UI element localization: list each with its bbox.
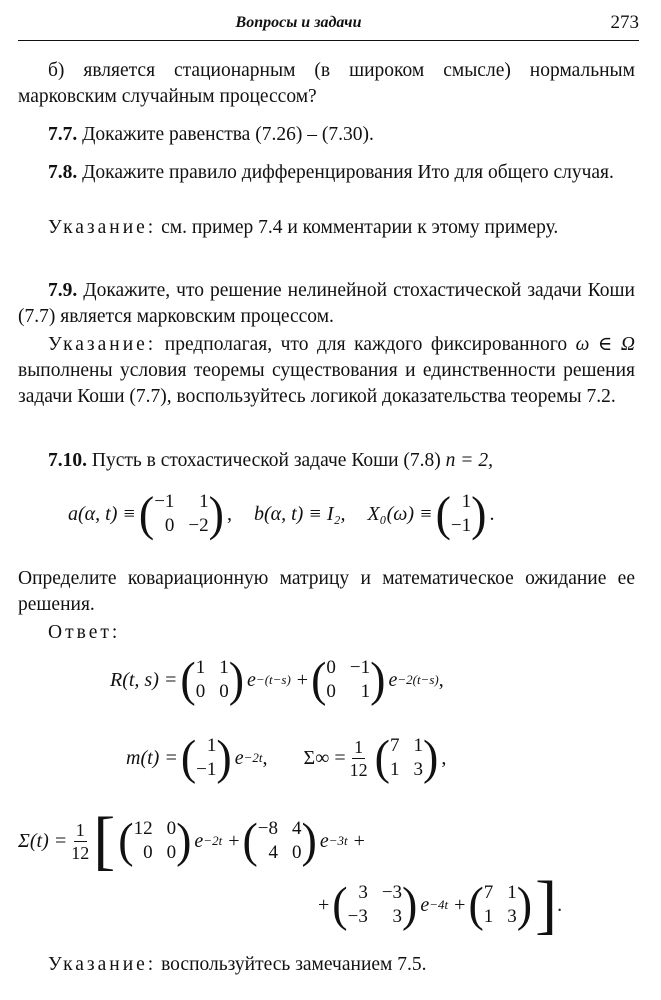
cell: 1 — [413, 735, 423, 756]
paren-left: ( — [374, 730, 390, 785]
equation-sigma-t-line1: Σ(t) = $\frac{1}{12}$ [ ( 12 0 0 0 ) e −2t + ( −8 4 4 0 ) e −3t + — [18, 804, 365, 877]
hint-text: см. пример 7.4 и комментарии к этому примеру. — [156, 217, 559, 238]
problem-text: Докажите равенства (7.26) – (7.30). — [77, 124, 374, 145]
hint-text: выполнены условия теоремы существования и единственности решения задачи Коши (7.7), воспользуйтесь логикой доказательства теоремы 7.2. — [18, 360, 635, 407]
hint-label: Указание: — [48, 334, 157, 355]
sigma-inf-lhs: Σ∞ = — [303, 746, 346, 769]
cell: 0 — [166, 842, 177, 863]
cell: 3 — [392, 906, 403, 927]
matrix-s2-cells — [258, 817, 302, 865]
period: . — [489, 502, 495, 525]
eq-lhs: R(t, s) = — [110, 668, 178, 691]
exp-base: e — [388, 668, 398, 691]
comma: , — [262, 746, 268, 769]
cell: 12 — [133, 818, 153, 839]
problem-7-9 — [18, 278, 635, 330]
comma: , — [441, 746, 447, 769]
hint-text: воспользуйтесь замечанием 7.5. — [156, 954, 427, 975]
paren-left: ( — [138, 486, 155, 541]
cell: 1 — [360, 681, 371, 702]
page-number: 273 — [610, 12, 639, 33]
fraction-denominator: 12 — [349, 759, 368, 780]
determine-text — [18, 566, 635, 618]
paren-right: ) — [301, 813, 317, 868]
cell: 0 — [292, 842, 302, 863]
cell: 1 — [199, 491, 209, 512]
vector-x0-cells — [451, 490, 471, 538]
cell: 1 — [390, 759, 400, 780]
problem-text: Докажите правило дифференцирования Ито для общего случая. — [77, 162, 614, 183]
paragraph-b — [18, 58, 635, 110]
matrix-a — [138, 486, 224, 541]
cell: −1 — [154, 491, 175, 512]
exp-base: e — [420, 893, 430, 916]
matrix-r2 — [311, 652, 386, 707]
header-title: Вопросы и задачи — [235, 14, 362, 31]
vector-m-cells — [196, 734, 216, 782]
running-header — [18, 10, 639, 41]
eq-lhs: m(t) = — [126, 746, 178, 769]
cell: −1 — [196, 759, 217, 780]
hint-label: Указание: — [48, 217, 157, 238]
cell: 0 — [143, 842, 153, 863]
answer-label-line — [18, 620, 635, 646]
cell: −1 — [349, 657, 371, 678]
problem-number: 7.10. — [48, 450, 87, 471]
matrix-s4-cells — [484, 881, 517, 929]
eq-lhs: Σ(t) = — [18, 829, 68, 852]
plus-sign: + — [318, 893, 330, 916]
matrix-sigma-inf-cells — [390, 734, 423, 782]
exp-base: e — [234, 746, 244, 769]
cell: 1 — [461, 491, 472, 512]
cell: −1 — [450, 515, 472, 536]
cell: −2 — [188, 515, 209, 536]
matrix-s3 — [332, 877, 418, 932]
matrix-r2-cells — [326, 656, 370, 704]
cell: −8 — [257, 818, 279, 839]
plus-sign: + — [454, 893, 466, 916]
vector-x0 — [435, 486, 487, 541]
separator: , — [226, 502, 232, 525]
paren-left: ( — [468, 877, 484, 932]
problem-7-10 — [18, 448, 635, 474]
paren-right: ) — [471, 486, 487, 541]
cell: 1 — [483, 906, 494, 927]
exp-base: e — [319, 829, 329, 852]
fraction — [350, 736, 368, 781]
plus-sign: + — [228, 829, 240, 852]
paren-right: ) — [370, 652, 386, 707]
exp-base: e — [194, 829, 204, 852]
problem-number: 7.9. — [48, 280, 78, 301]
vector-m — [180, 730, 232, 785]
cell: 0 — [326, 657, 336, 678]
cell: 0 — [166, 818, 177, 839]
matrix-s1 — [118, 813, 192, 868]
eq-x0: X₀(ω) ≡ — [367, 502, 433, 525]
paren-left: ( — [180, 652, 196, 707]
cell: −3 — [347, 906, 368, 927]
problem-number: 7.8. — [48, 162, 78, 183]
eq-lhs: a(α, t) ≡ — [68, 502, 136, 525]
paren-right: ) — [208, 486, 224, 541]
matrix-s3-cells — [348, 881, 402, 929]
matrix-r1 — [180, 652, 245, 707]
comma: , — [438, 668, 444, 691]
cell: 0 — [164, 515, 175, 536]
fraction-numerator: 1 — [354, 736, 364, 757]
determine-sentence: Определите ковариационную матрицу и математическое ожидание ее решения. — [18, 568, 635, 615]
cell: 1 — [507, 882, 517, 903]
omega-math: ω ∈ Ω — [575, 334, 635, 355]
cell: 0 — [195, 681, 206, 702]
matrix-sigma-inf — [374, 730, 439, 785]
cell: 3 — [358, 882, 368, 903]
paren-right: ) — [402, 877, 418, 932]
fraction-numerator: 1 — [75, 819, 85, 840]
cell: 7 — [390, 735, 400, 756]
paren-left: ( — [332, 877, 348, 932]
problem-number: 7.7. — [48, 124, 78, 145]
paren-left: ( — [435, 486, 451, 541]
matrix-s4 — [468, 877, 533, 932]
eq-b: b(α, t) ≡ I₂, — [253, 502, 346, 525]
problem-7-7 — [18, 122, 635, 148]
plus-sign: + — [353, 829, 365, 852]
cell: 4 — [268, 842, 279, 863]
paren-left: ( — [242, 813, 258, 868]
answer-label: Ответ: — [48, 622, 121, 643]
matrix-s2 — [242, 813, 317, 868]
matrix-a-cells — [154, 490, 208, 538]
paren-right: ) — [423, 730, 439, 785]
cell: 1 — [195, 657, 206, 678]
cell: 7 — [483, 882, 494, 903]
bracket-close: ] — [535, 868, 558, 941]
paren-left: ( — [180, 730, 197, 785]
cell: 0 — [219, 681, 229, 702]
paren-right: ) — [516, 877, 533, 932]
cell: 3 — [507, 906, 517, 927]
equation-sigma-t-line2: + ( 3 −3 −3 3 ) e −4t + ( 7 1 1 3 ) ] . — [318, 868, 563, 941]
matrix-s1-cells — [134, 817, 177, 865]
problem-7-8 — [18, 160, 635, 186]
bracket-open: [ — [93, 804, 116, 877]
problem-text: Пусть в стохастической задаче Коши (7.8) — [87, 450, 446, 471]
paren-right: ) — [216, 730, 232, 785]
exp-base: e — [247, 668, 256, 691]
cell: 1 — [219, 657, 229, 678]
paren-left: ( — [311, 652, 327, 707]
fraction — [71, 819, 89, 864]
problem-text: Докажите, что решение нелинейной стохастической задачи Коши (7.7) является марковским процессом. — [18, 280, 635, 327]
hint-7-9 — [18, 332, 635, 410]
hint-text: предполагая, что для каждого фиксированного — [156, 334, 576, 355]
cell: 3 — [413, 759, 423, 780]
hint-7-10 — [18, 952, 635, 978]
matrix-r1-cells — [196, 656, 229, 704]
fraction-denominator: 12 — [71, 842, 90, 863]
plus-sign: + — [296, 668, 309, 691]
equation-covariance-R: R(t, s) = ( 1 1 0 0 ) e −(t−s) + ( 0 −1 0 1 ) e −2(t−s) , — [110, 652, 444, 707]
hint-label: Указание: — [48, 954, 157, 975]
cell: 1 — [206, 735, 217, 756]
cell: 0 — [326, 681, 336, 702]
equation-initial-data — [68, 486, 495, 541]
cell: −3 — [381, 882, 403, 903]
paren-right: ) — [228, 652, 245, 707]
paragraph-b-text: б) является стационарным (в широком смысле) нормальным марковским случайным процессом? — [18, 60, 635, 107]
cell: 4 — [292, 818, 302, 839]
paren-right: ) — [176, 813, 192, 868]
inline-math: n = 2, — [445, 450, 493, 471]
paren-left: ( — [118, 813, 134, 868]
period: . — [557, 893, 563, 916]
hint-7-8 — [18, 215, 635, 241]
equation-mean-and-sigma-inf: m(t) = ( 1 −1 ) e −2t , Σ∞ = $\frac{1}{12}$ ( 7 1 1 3 ) , — [126, 730, 447, 785]
